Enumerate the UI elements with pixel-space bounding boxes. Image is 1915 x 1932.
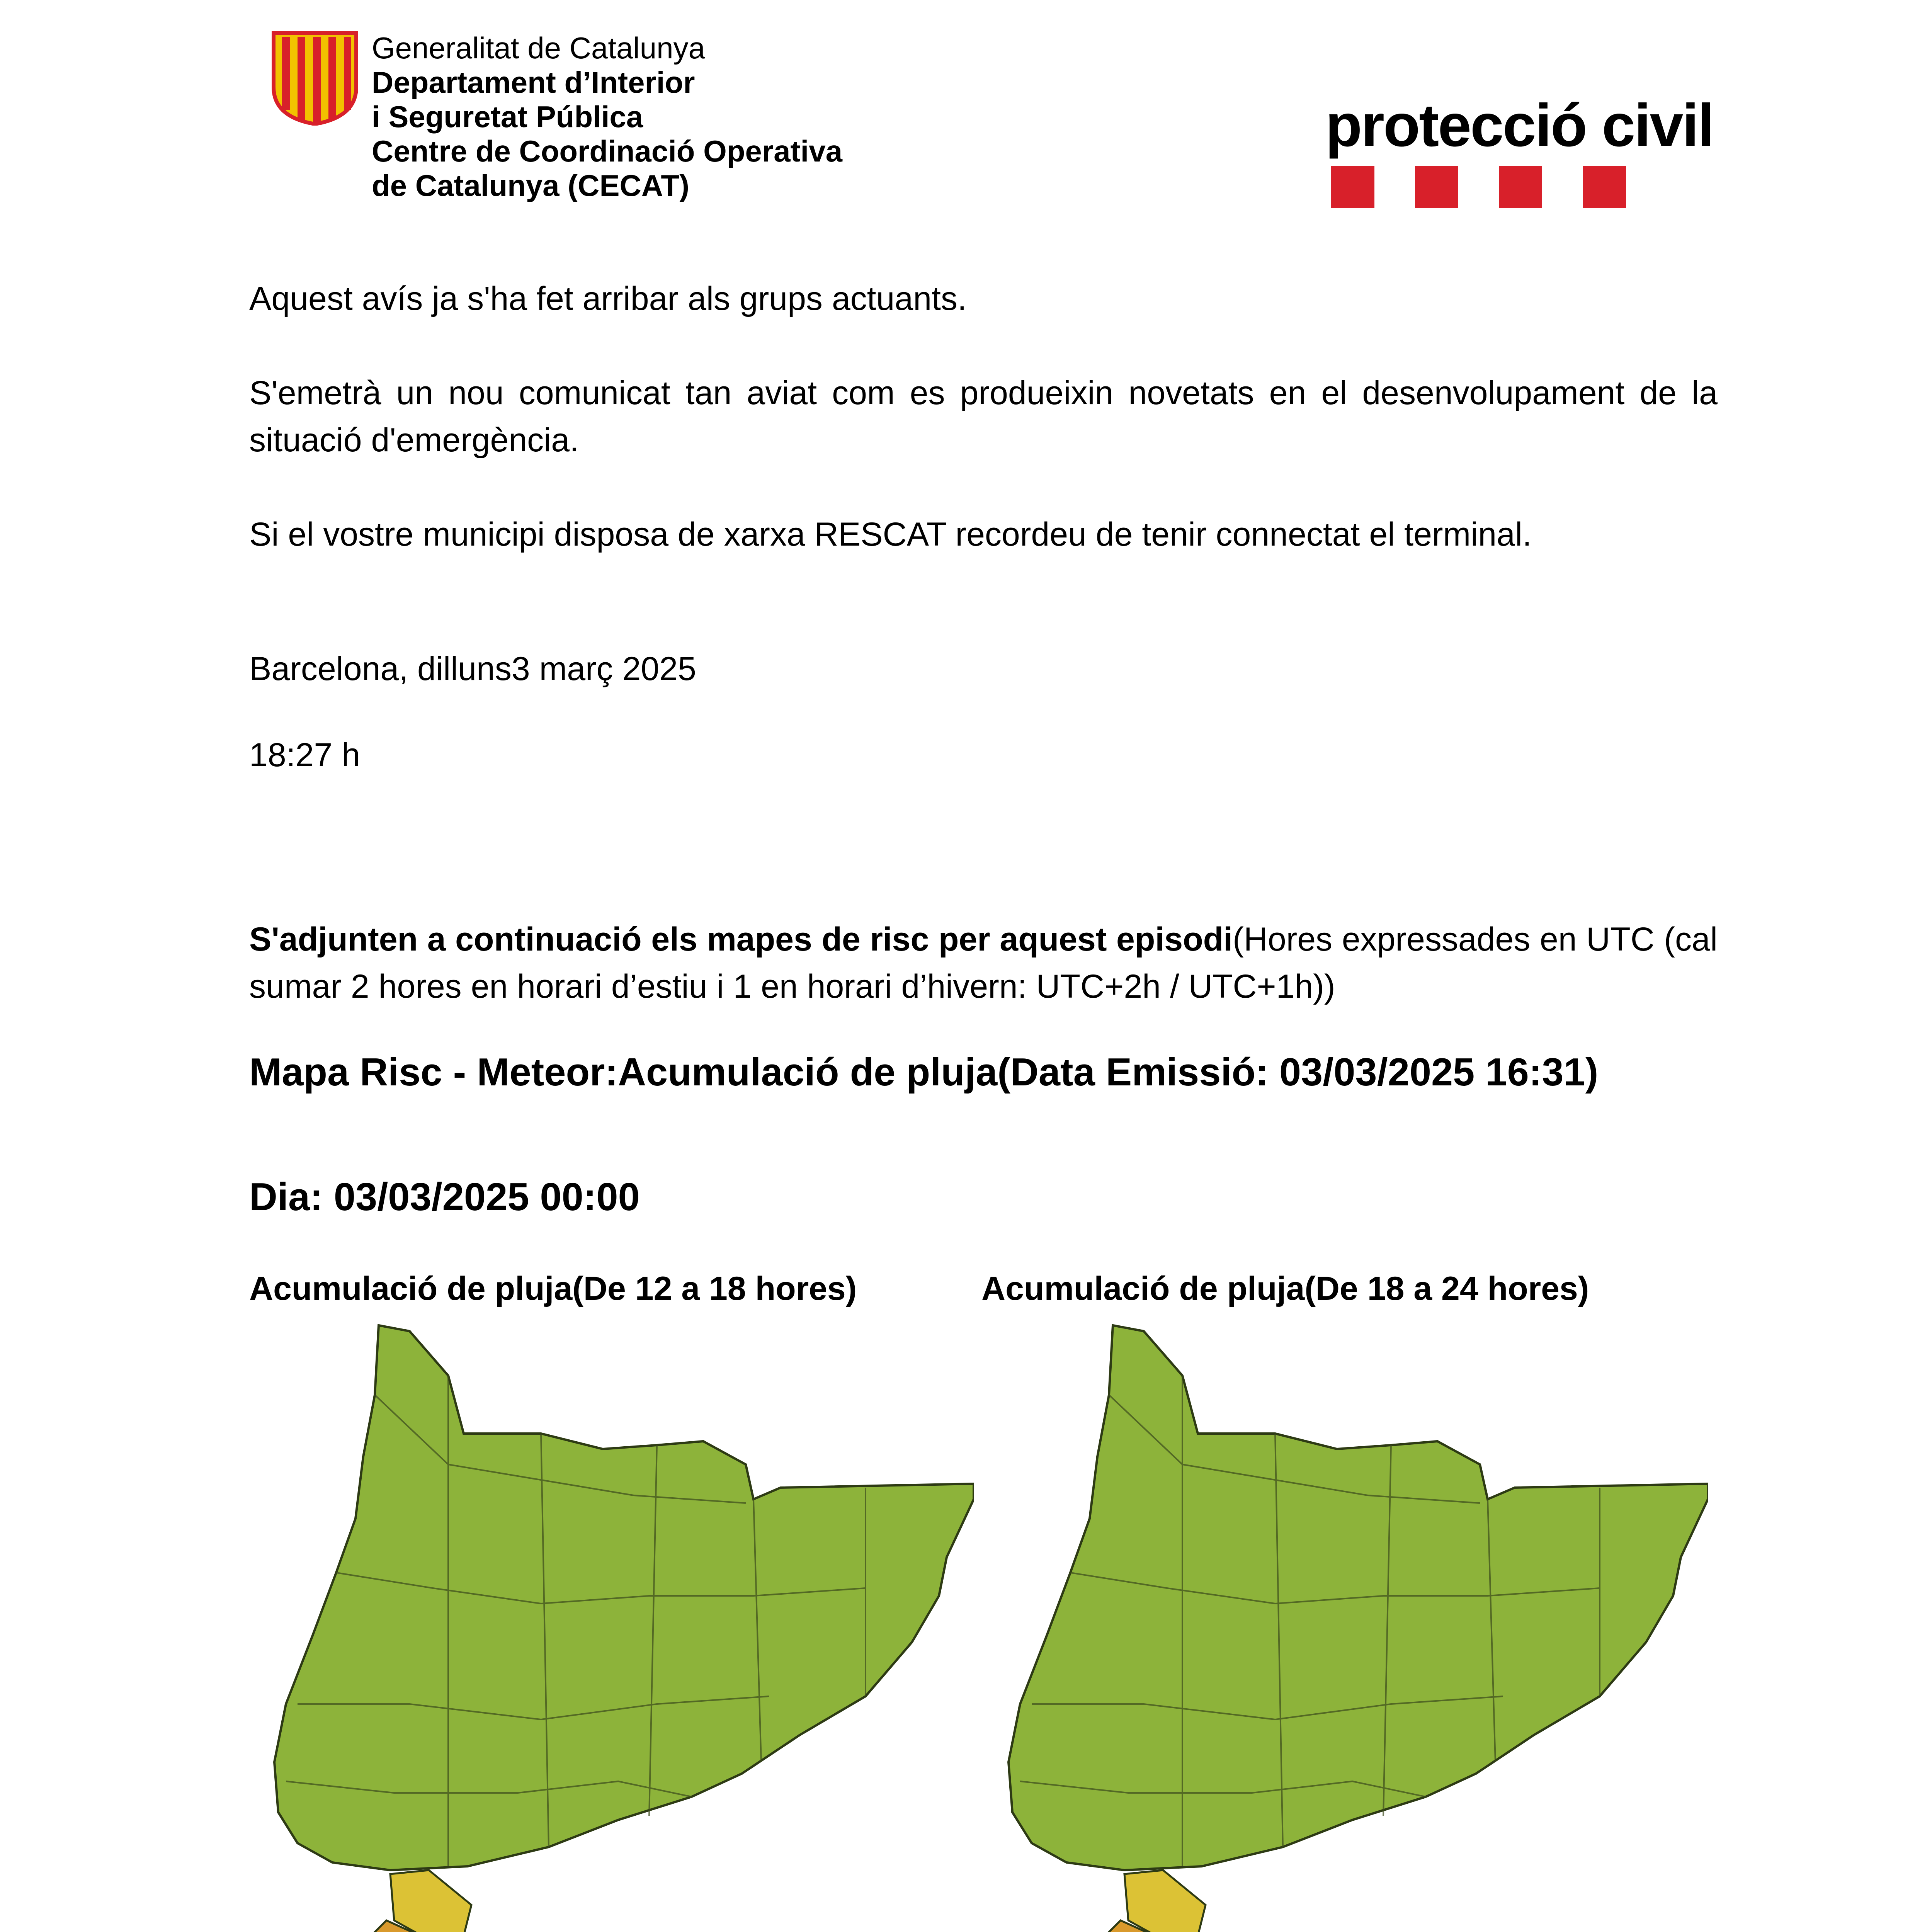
org-line-1: Generalitat de Catalunya — [372, 31, 705, 65]
map-caption-1: Acumulació de pluja(De 12 a 18 hores) — [249, 1270, 857, 1307]
brand-square — [1415, 166, 1458, 208]
attachment-note-bold: S'adjunten a continuació els mapes de risc per aquest episodi — [249, 921, 1233, 958]
organization-block — [372, 31, 842, 203]
org-line-4: Centre de Coordinació Operativa — [372, 134, 842, 168]
place-date: Barcelona, dilluns3 març 2025 — [249, 650, 696, 687]
day-heading: Dia: 03/03/2025 00:00 — [249, 1175, 640, 1219]
map-title: Mapa Risc - Meteor:Acumulació de pluja(Data Emissió: 03/03/2025 16:31) — [249, 1051, 1599, 1094]
brand-square — [1331, 166, 1374, 208]
brand-square — [1583, 166, 1626, 208]
org-line-5: de Catalunya (CECAT) — [372, 168, 689, 202]
brand-square — [1499, 166, 1542, 208]
paragraph-new-communication: S'emetrà un nou comunicat tan aviat com es produeixin novetats en el desenvolupament de la situació d'emergència. — [249, 374, 1718, 459]
proteccio-civil-logo: protecció civil — [1325, 92, 1714, 159]
paragraph-rescat: Si el vostre municipi disposa de xarxa RESCAT recordeu de tenir connectat el terminal. — [249, 516, 1532, 553]
risk-map-12-18 — [247, 1318, 974, 1932]
attachment-note — [249, 916, 1718, 1010]
paragraph-notice: Aquest avís ja s'ha fet arribar als grups actuants. — [249, 280, 967, 317]
attachment-note-rest: (Hores expressades en UTC (cal sumar 2 hores en horari d’estiu i 1 en horari d’hivern: UTC+2h / UTC+1h)) — [249, 921, 1718, 1005]
issue-time: 18:27 h — [249, 736, 360, 774]
generalitat-seal-icon — [270, 29, 359, 126]
risk-map-18-24 — [981, 1318, 1708, 1932]
map-caption-2: Acumulació de pluja(De 18 a 24 hores) — [981, 1270, 1589, 1307]
proteccio-civil-squares — [1331, 166, 1698, 209]
org-line-3: i Seguretat Pública — [372, 100, 643, 134]
org-line-2: Departament d’Interior — [372, 65, 695, 99]
